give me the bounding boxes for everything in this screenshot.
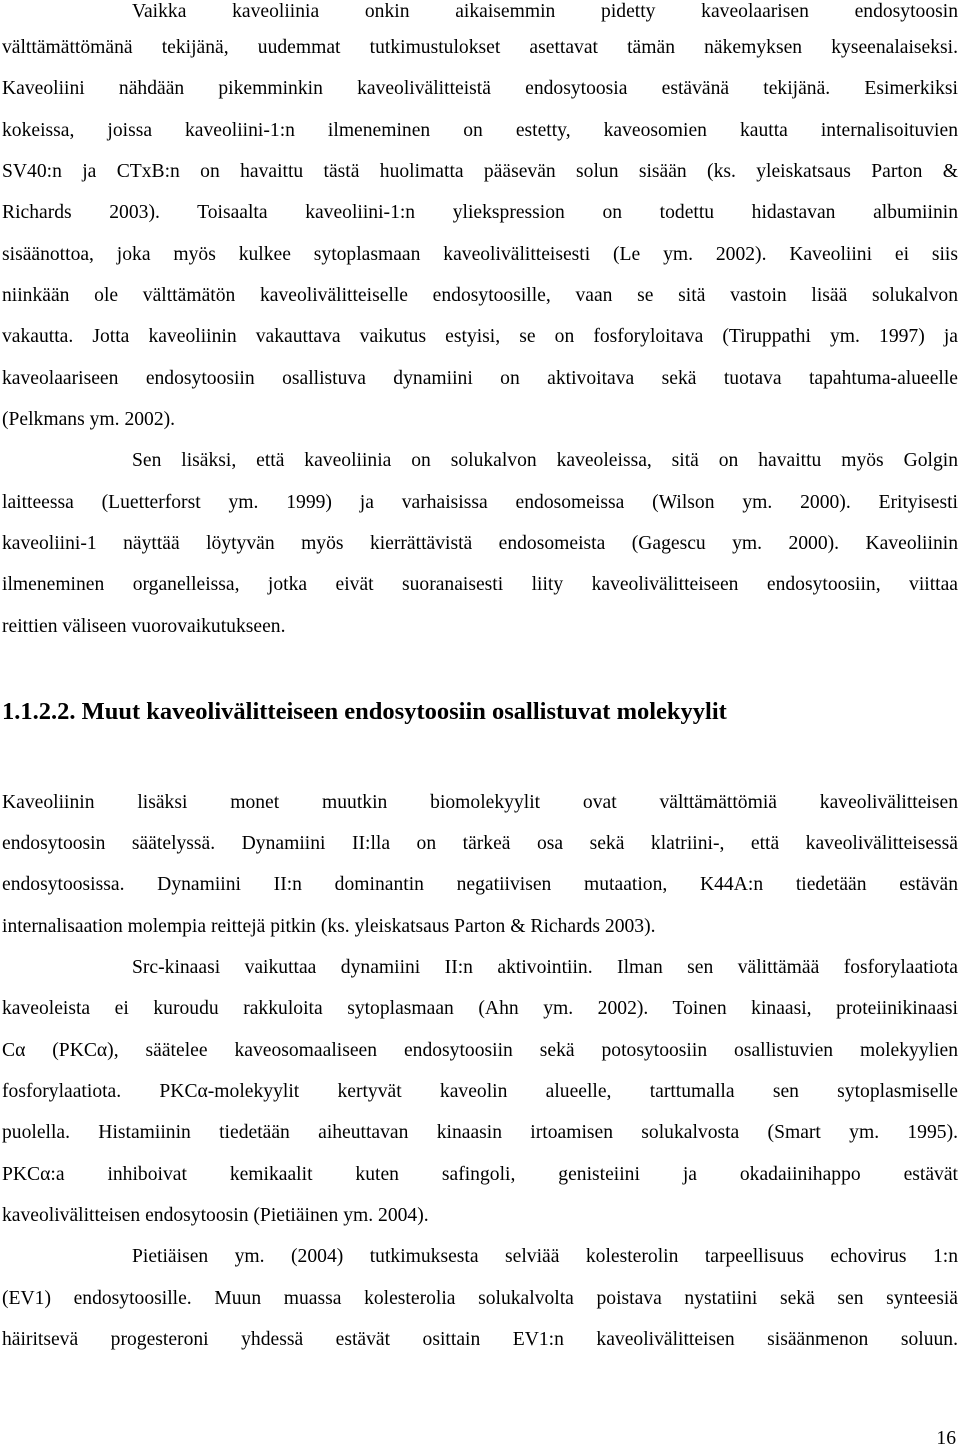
text-line: kokeissa, joissa kaveoliini-1:n ilmeneminen on estetty, kaveosomien kautta internalisoituvien — [2, 120, 958, 141]
text-line: häiritsevä progesteroni yhdessä estävät osittain EV1:n kaveolivälitteisen sisäänmenon soluun. — [2, 1329, 958, 1350]
text-line: reittien väliseen vuorovaikutukseen. — [2, 616, 286, 637]
text-line: Kaveoliini nähdään pikemminkin kaveolivälitteistä endosytoosia estävänä tekijänä. Esimerkiksi — [2, 78, 958, 99]
text-line: Pietiäisen ym. (2004) tutkimuksesta selviää kolesterolin tarpeellisuus echovirus 1:n — [132, 1246, 958, 1267]
text-line: sisäänottoa, joka myös kulkee sytoplasmaan kaveolivälitteisesti (Le ym. 2002). Kaveoliini ei siis — [2, 244, 958, 265]
text-line: fosforylaatiota. PKCα-molekyylit kertyvät kaveolin alueelle, tarttumalla sen sytoplasmiselle — [2, 1081, 958, 1102]
text-line: kaveoleista ei kuroudu rakkuloita sytoplasmaan (Ahn ym. 2002). Toinen kinaasi, proteiinikinaasi — [2, 998, 958, 1019]
text-line: Richards 2003). Toisaalta kaveoliini-1:n yliekspression on todettu hidastavan albumiinin — [2, 202, 958, 223]
text-line: (Pelkmans ym. 2002). — [2, 409, 176, 430]
text-line: puolella. Histamiinin tiedetään aiheuttavan kinaasin irtoamisen solukalvosta (Smart ym. 1995). — [2, 1122, 958, 1143]
text-line: (EV1) endosytoosille. Muun muassa kolesterolia solukalvolta poistava nystatiini sekä sen synteesiä — [2, 1288, 958, 1309]
text-line: SV40:n ja CTxB:n on havaittu tästä huolimatta pääsevän solun sisään (ks. yleiskatsaus Parton & — [2, 161, 958, 182]
text-line: Src-kinaasi vaikuttaa dynamiini II:n aktivointiin. Ilman sen välittämää fosforylaatiota — [132, 957, 958, 978]
text-line: endosytoosissa. Dynamiini II:n dominantin negatiivisen mutaation, K44A:n tiedetään estävän — [2, 874, 958, 895]
text-line: endosytoosin säätelyssä. Dynamiini II:lla on tärkeä osa sekä klatriini-, että kaveolivälitteisessä — [2, 833, 958, 854]
page-number: 16 — [936, 1428, 956, 1449]
text-line: PKCα:a inhiboivat kemikaalit kuten safingoli, genisteiini ja okadaiinihappo estävät — [2, 1164, 958, 1185]
text-line: Sen lisäksi, että kaveoliinia on solukalvon kaveoleissa, sitä on havaittu myös Golgin — [132, 450, 958, 471]
text-line: Kaveoliinin lisäksi monet muutkin biomolekyylit ovat välttämättömiä kaveolivälitteisen — [2, 792, 958, 813]
text-line: kaveolaariseen endosytoosiin osallistuva dynamiini on aktivoitava sekä tuotava tapahtuma-alueelle — [2, 368, 958, 389]
text-line: Vaikka kaveoliinia onkin aikaisemmin pidetty kaveolaarisen endosytoosin — [132, 1, 958, 22]
text-line: kaveolivälitteisen endosytoosin (Pietiäinen ym. 2004). — [2, 1205, 429, 1226]
text-line: internalisaation molempia reittejä pitkin (ks. yleiskatsaus Parton & Richards 2003). — [2, 916, 656, 937]
text-line: laitteessa (Luetterforst ym. 1999) ja varhaisissa endosomeissa (Wilson ym. 2000). Erityisesti — [2, 492, 958, 513]
text-line: niinkään ole välttämätön kaveolivälitteiselle endosytoosille, vaan se sitä vastoin lisää solukalvon — [2, 285, 958, 306]
text-line: vakautta. Jotta kaveoliinin vakauttava vaikutus estyisi, se on fosforyloitava (Tiruppathi ym. 1997) ja — [2, 326, 958, 347]
section-heading: 1.1.2.2. Muut kaveolivälitteiseen endosytoosiin osallistuvat molekyylit — [2, 698, 727, 725]
text-line: välttämättömänä tekijänä, uudemmat tutkimustulokset asettavat tämän näkemyksen kyseenalaiseksi. — [2, 37, 958, 58]
text-line: kaveoliini-1 näyttää löytyvän myös kierrättävistä endosomeista (Gagescu ym. 2000). Kaveoliinin — [2, 533, 958, 554]
text-line: Cα (PKCα), säätelee kaveosomaaliseen endosytoosiin sekä potosytoosiin osallistuvien molekyylien — [2, 1040, 958, 1061]
text-line: ilmeneminen organelleissa, jotka eivät suoranaisesti liity kaveolivälitteiseen endosytoosiin, viittaa — [2, 574, 958, 595]
